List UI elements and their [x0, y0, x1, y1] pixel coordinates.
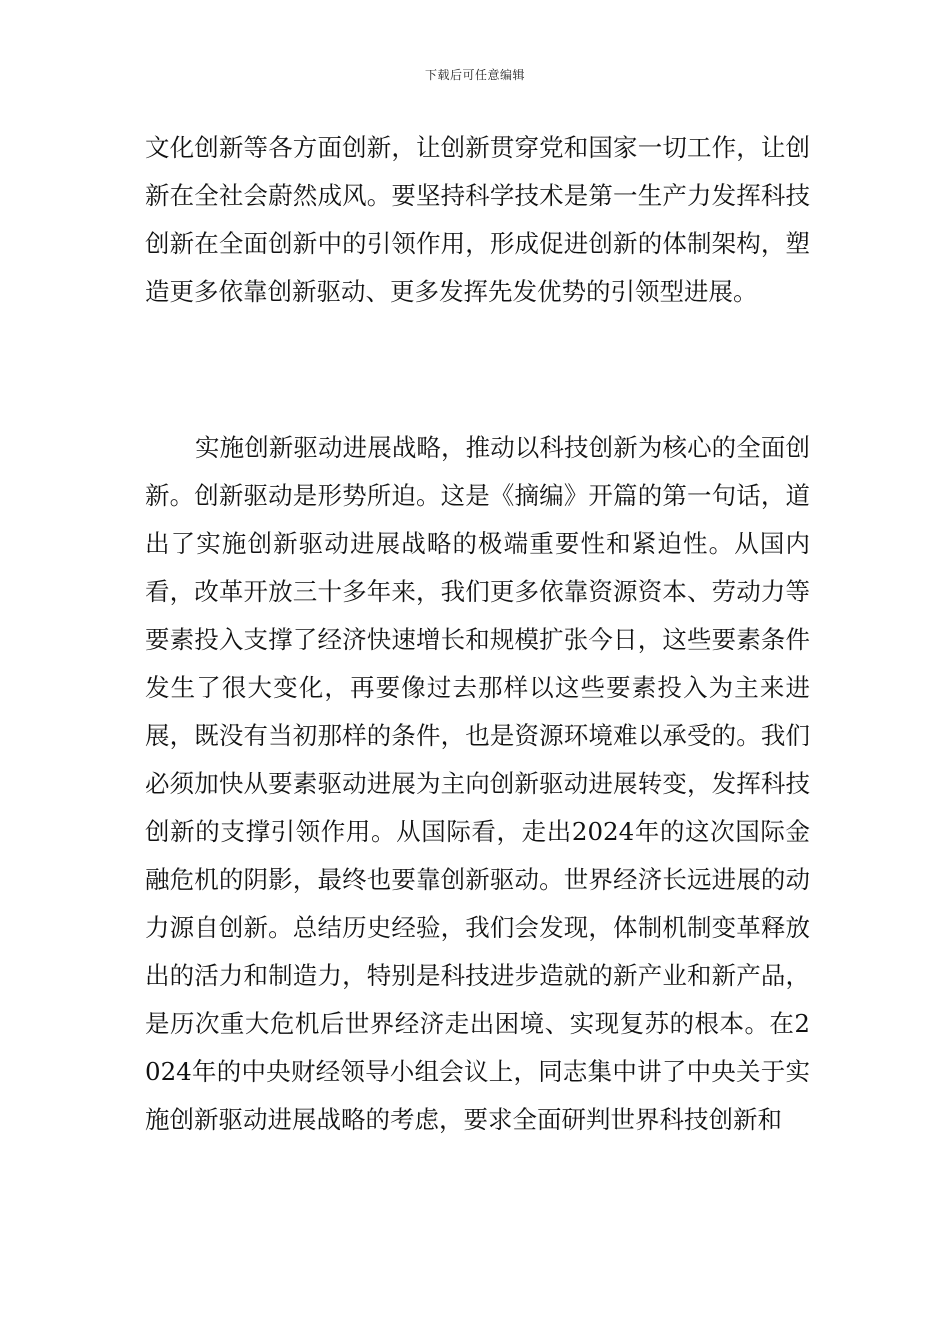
page-header-note: 下载后可任意编辑	[424, 68, 525, 82]
paragraph-1: 文化创新等各方面创新，让创新贯穿党和国家一切工作，让创新在全社会蔚然成风。要坚持科学技术是第一生产力发挥科技创新在全面创新中的引领作用，形成促进创新的体制架构，塑造更多依靠创新驱动、更多发挥先发优势的引领型进展。	[145, 133, 810, 306]
paragraph-2: 实施创新驱动进展战略，推动以科技创新为核心的全面创新。创新驱动是形势所迫。这是《摘编》开篇的第一句话，道出了实施创新驱动进展战略的极端重要性和紧迫性。从国内看，改革开放三十多年来，我们更多依靠资源资本、劳动力等要素投入支撑了经济快速增长和规模扩张今日，这些要素条件发生了很大变化，再要像过去那样以这些要素投入为主来进展，既没有当初那样的条件，也是资源环境难以承受的。我们必须加快从要素驱动进展为主向创新驱动进展转变，发挥科技创新的支撑引领作用。从国际看，走出2024年的这次国际金融危机的阴影，最终也要靠创新驱动。世界经济长远进展的动力源自创新。总结历史经验，我们会发现，体制机制变革释放出的活力和制造力，特别是科技进步造就的新产业和新产品，是历次重大危机后世界经济走出困境、实现复苏的根本。在2024年的中央财经领导小组会议上，同志集中讲了中央关于实施创新驱动进展战略的考虑，要求全面研判世界科技创新和	[145, 433, 810, 1134]
